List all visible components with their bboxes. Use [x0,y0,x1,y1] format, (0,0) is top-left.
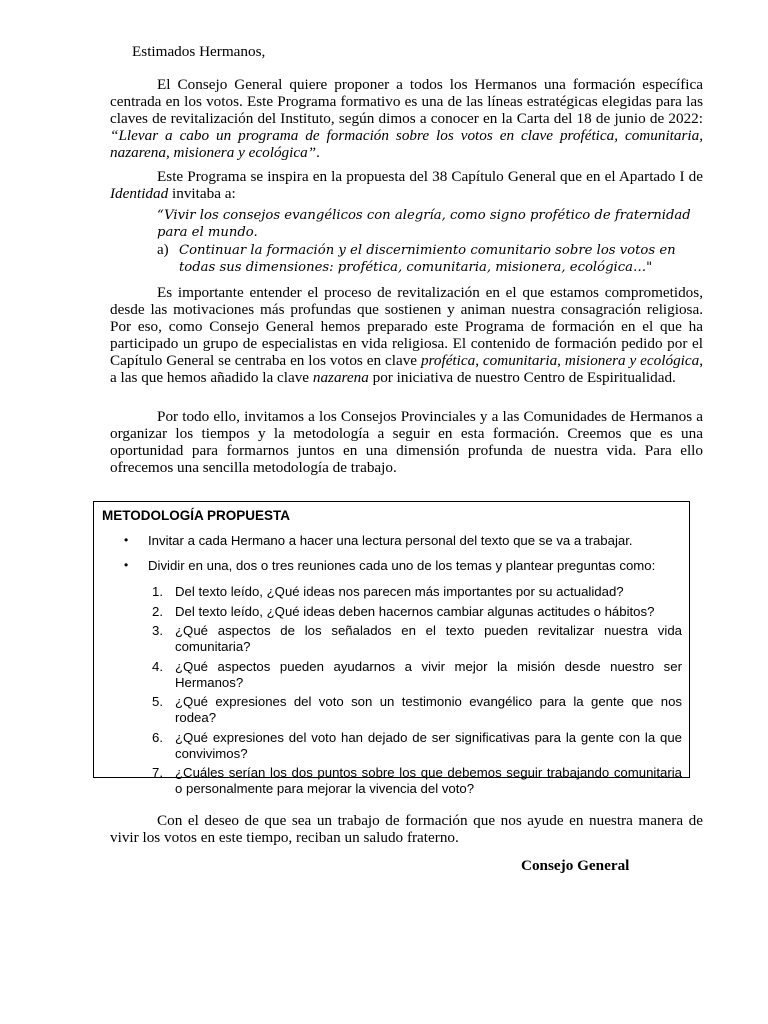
paragraph-chapter [110,168,703,202]
question-text: ¿Qué expresiones del voto son un testimonio evangélico para la gente que nos rodea? [175,694,682,725]
bullet-icon: • [124,533,129,547]
question-list [144,584,682,801]
question-number: 7. [152,765,163,780]
p3-key-missionary: misionera y ecológica [564,352,700,369]
bullet-text: Dividir en una, dos o tres reuniones cada uno de los temas y plantear preguntas como: [148,558,656,573]
question-text: ¿Cuáles serían los dos puntos sobre los que debemos seguir trabajando comunitaria o personalmente para mejorar la vivencia del voto? [175,765,682,796]
question-item [144,659,682,691]
question-number: 1. [152,584,163,599]
paragraph-invitation: Por todo ello, invitamos a los Consejos Provinciales y a las Comunidades de Hermanos a organizar los tiempos y la metodología a seguir en esta formación. Creemos que es una oportunidad para formarnos juntos en una dimensión profunda de nuestra vida. Para ello ofrecemos una sencilla metodología de trabajo. [110,408,703,476]
signature: Consejo General [521,857,630,874]
paragraph-chapter-end: invitaba a: [168,185,236,202]
question-item [144,694,682,726]
paragraph-intro-quote: “Llevar a cabo un programa de formación sobre los votos en clave profética, comunitaria, nazarena, misionera y ecológica” [110,127,703,161]
question-text: ¿Qué aspectos de los señalados en el texto pueden revitalizar nuestra vida comunitaria? [175,623,682,654]
p3-sep-2: , [557,352,565,369]
p3-text-b: , a las que hemos añadido la clave [110,352,704,386]
question-item [144,604,682,620]
paragraph-chapter-italic: Identidad [110,185,169,202]
question-text: ¿Qué expresiones del voto han dejado de ser significativas para la gente con la que convivimos? [175,729,682,761]
paragraph-chapter-text: Este Programa se inspira en la propuesta del 38 Capítulo General que en el Apartado I de [157,168,703,185]
methodology-bullet [124,558,674,573]
greeting: Estimados Hermanos, [132,43,266,60]
closing-paragraph: Con el deseo de que sea un trabajo de formación que nos ayude en nuestra manera de vivir los votos en este tiempo, reciban un saludo fraterno. [110,812,703,846]
chapter-quote-item [157,242,703,276]
quote-item-marker: a) [157,242,169,258]
paragraph-intro-end: . [316,144,320,161]
p3-key-communal: comunitaria [482,352,558,369]
methodology-box [93,501,690,796]
paragraph-intro [110,76,703,161]
bullet-icon: • [124,558,129,572]
bullet-text: Invitar a cada Hermano a hacer una lectura personal del texto que se va a trabajar. [148,533,633,548]
question-text: Del texto leído, ¿Qué ideas nos parecen más importantes por su actualidad? [175,584,624,599]
methodology-title: METODOLOGÍA PROPUESTA [102,508,291,523]
question-text: ¿Qué aspectos pueden ayudarnos a vivir mejor la misión desde nuestro ser Hermanos? [175,658,682,690]
p3-text-c: por iniciativa de nuestro Centro de Espiritualidad. [368,369,676,386]
question-number: 4. [152,658,163,674]
quote-item-text: Continuar la formación y el discernimiento comunitario sobre los votos en todas sus dimensiones: profética, comunitaria, misionera, ecológica…" [179,243,676,275]
p3-sep-1: , [475,352,483,369]
methodology-bullet [124,533,674,548]
question-item [144,584,682,600]
paragraph-intro-text: El Consejo General quiere proponer a todos los Hermanos una formación específica centrada en los votos. Este Programa formativo es una de las líneas estratégicas elegidas para las claves de revitalización del Instituto, según dimos a conocer en la Carta del 18 de junio de 2022: [110,76,703,127]
question-item [144,765,682,797]
p3-text-a: Es importante entender el proceso de revitalización en el que estamos comprometidos, desde las motivaciones más profundas que sostienen y animan nuestra consagración religiosa. Por eso, como Consejo General hemos preparado este Programa de formación en el que ha participado un grupo de especialistas en vida religiosa. El contenido de formación pedido por el Capítulo General se centraba en los votos en clave [110,284,703,369]
question-number: 6. [152,729,163,745]
question-number: 5. [152,694,163,709]
paragraph-revitalization [110,284,703,386]
chapter-quote: “Vivir los consejos evangélicos con alegría, como signo profético de fraternidad para el mundo. [157,208,691,240]
question-number: 3. [152,623,163,638]
question-item [144,730,682,762]
question-item [144,623,682,655]
question-number: 2. [152,603,163,619]
p3-key-prophetic: profética [420,352,476,369]
p3-key-nazarene: nazarena [312,369,369,386]
question-text: Del texto leído, ¿Qué ideas deben hacernos cambiar algunas actitudes o hábitos? [175,603,655,619]
